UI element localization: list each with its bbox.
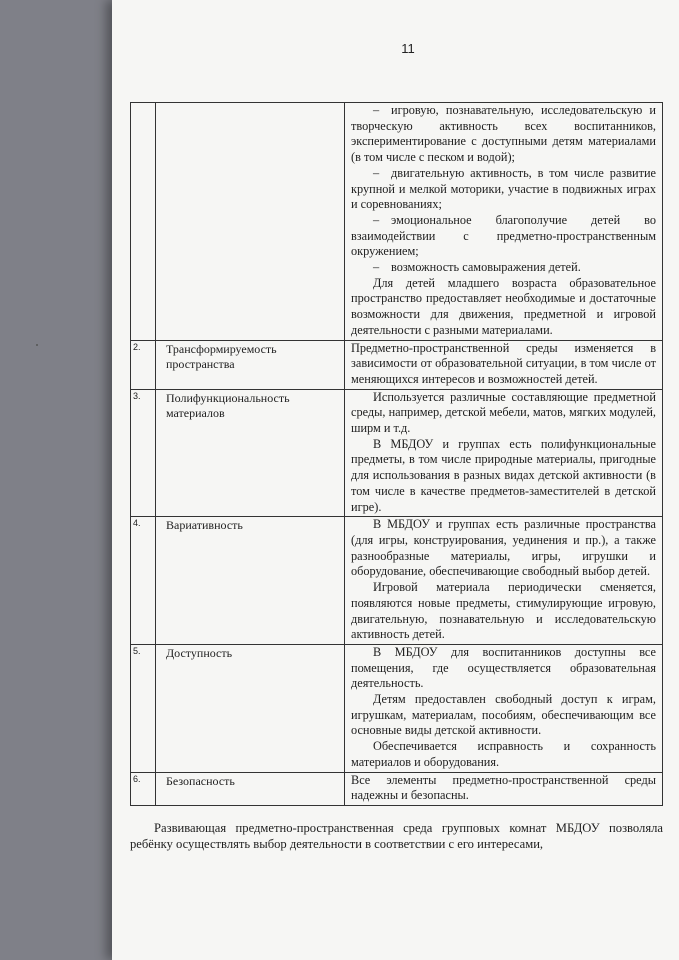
dash-marker: – [373, 165, 380, 180]
criterion-name-cell: Безопасность [156, 772, 345, 805]
row-number-cell: 4. [131, 517, 156, 645]
bullet-text: возможность самовыражения детей. [391, 260, 581, 275]
bullet-item [351, 213, 656, 260]
table-row [131, 644, 663, 772]
table-row [131, 517, 663, 645]
table-row [131, 103, 663, 341]
bullet-item [351, 103, 656, 166]
bullet-text: эмоциональное благополучие детей во взаимодействии с предметно-пространственным окружением; [351, 212, 656, 259]
description-paragraph: Предметно-пространственной среды изменяется в зависимости от образовательной ситуации, в том числе от меняющихся интересов и возможностей детей. [351, 340, 656, 386]
bullet-text: двигательную активность, в том числе развитие крупной и мелкой моторики, участие в подвижных играх и соревнованиях; [351, 165, 656, 212]
bullet-item [351, 166, 656, 213]
row-number-cell: 6. [131, 772, 156, 805]
bullet-item [351, 260, 656, 276]
description-paragraph: В МБДОУ и группах есть полифункциональные предметы, в том числе природные материалы, пригодные для использования в разных видах детской активности (в том числе в качестве предметов-заместителей в детской игре). [351, 436, 656, 514]
document-page [112, 0, 679, 960]
criterion-name-cell: Полифункциональность материалов [156, 389, 345, 517]
criterion-name-cell: Вариативность [156, 517, 345, 645]
row-number-cell: 2. [131, 340, 156, 389]
description-paragraph: В МБДОУ для воспитанников доступны все помещения, где осуществляется образовательная деятельность. [351, 644, 656, 691]
criteria-table [130, 102, 663, 806]
criterion-description-cell [345, 772, 663, 805]
dash-marker: – [373, 212, 380, 227]
bullet-text: игровую, познавательную, исследовательскую и творческую активность всех воспитанников, экспериментирование с доступными детям материалами (в том числе с песком и водой); [351, 103, 656, 165]
dash-marker: – [373, 103, 380, 117]
scan-speck [36, 344, 38, 346]
row-number-cell: 5. [131, 644, 156, 772]
criterion-description-cell [345, 644, 663, 772]
description-paragraph: Все элементы предметно-пространственной среды надежны и безопасны. [351, 772, 656, 803]
description-paragraph: Игровой материала периодически сменяется, появляются новые предметы, стимулирующие игровую, двигательную, познавательную и исследовательскую активность детей. [351, 580, 656, 642]
row-number-cell: 3. [131, 389, 156, 517]
description-paragraph: Для детей младшего возраста образовательное пространство предоставляет необходимые и достаточные возможности для движения, предметной и игровой деятельности с разными материалами. [351, 275, 656, 337]
dash-marker: – [373, 260, 380, 275]
description-paragraph: Обеспечивается исправность и сохранность материалов и оборудования. [351, 739, 656, 769]
description-paragraph: Используется различные составляющие предметной среды, например, детской мебели, матов, мягких модулей, ширм и т.д. [351, 389, 656, 436]
criterion-name-cell: Доступность [156, 644, 345, 772]
table-row [131, 772, 663, 805]
row-number-cell [131, 103, 156, 341]
criterion-description-cell [345, 103, 663, 341]
description-paragraph: Детям предоставлен свободный доступ к играм, игрушкам, материалам, пособиям, обеспечивающим все основные виды детской активности. [351, 692, 656, 738]
criterion-name-cell [156, 103, 345, 341]
criterion-description-cell [345, 389, 663, 517]
criterion-description-cell [345, 517, 663, 645]
page-number: 11 [401, 41, 415, 56]
table-row [131, 389, 663, 517]
criterion-name-cell: Трансформируемость пространства [156, 340, 345, 389]
closing-paragraph: Развивающая предметно-пространственная среда групповых комнат МБДОУ позволяла ребёнку осуществлять выбор деятельности в соответствии с его интересами, [130, 821, 663, 851]
description-paragraph: В МБДОУ и группах есть различные пространства (для игры, конструирования, уединения и пр.), а также разнообразные материалы, игры, игрушки и оборудование, обеспечивающие свободный выбор детей. [351, 517, 656, 579]
criterion-description-cell [345, 340, 663, 389]
table-row [131, 340, 663, 389]
